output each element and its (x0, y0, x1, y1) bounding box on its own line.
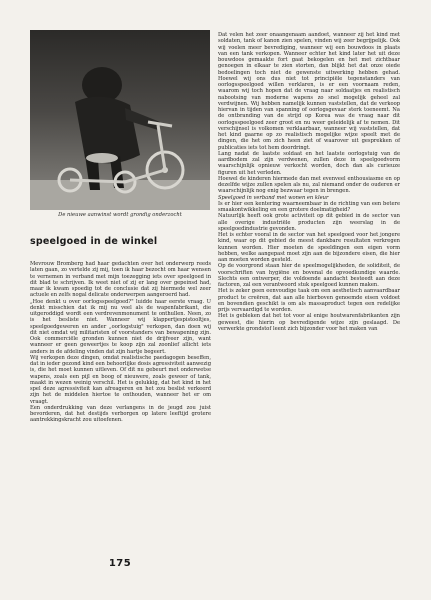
subheading: Speelgoed in verband met wonen en kleur (218, 194, 329, 201)
page-number: 175 (108, 558, 132, 569)
paragraph: Wij verkopen deze dingen, omdat realistische paedagogen beseffen, dat in ieder gezond kind een behoorlijke dosis agressiviteit aanwezig is, die het moet kunnen uitleven. Of dit nu gebeurt met onderwetse wapens, zoals een pijl en boog of nieuwere, zoals geweer of tank, maakt in wezen weinig verschil. Het is gelukkig, dat het kind in het spel deze agressiviteit kan afreageren en het zou beslist verkeerd zijn het de middelen hiertoe te onthouden, wanneer het er om vraagt. (30, 354, 211, 405)
left-column (30, 261, 211, 424)
photo-child-with-tricycle (30, 30, 210, 210)
paragraph: Een onderdrukking van deze verlangens in de jeugd zou juist bevorderen, dat het destijds verborgen op latere leeftijd grotere aantrekkingskracht zou uitoefenen. (30, 404, 211, 424)
paragraph: Het is gebleken dat het tot voor al enige houtwarenfabrikanten zijn geweest, die hierin op bevredigende wijze zijn geslaagd. De verwerkte grondstof leent zich bijzonder voor het maken van (218, 313, 400, 332)
section-heading: speelgoed in de winkel (30, 236, 158, 247)
paragraph: Lang nadat de laatste soldaat en het laatste oorlogstuig van de aardbodem zal zijn verdwenen, zullen deze in speelgoedvorm waarschijnlijk opnieuw verkocht worden, doch dan als curieuze figuren uit het verleden. (218, 150, 400, 176)
paragraph: Mevrouw Bromberg had haar gedachten over het onderwerp reeds laten gaan, zo vertelde zij mij, toen ik haar bezocht om haar wensen te vernemen in verband met mijn toezegging iets over speelgoed in dit blad te schrijven. Ik weet niet of zij er lang over gepeinsd had, maar ik kwam spoedig tot de conclusie dat zij hiermede wel zeer actuele en zelfs nogal delicate onderwerpen aangeroerd had. (30, 261, 211, 299)
paragraph: Het is zeker geen eenvoudige taak om een aesthetisch aanvaardbaar product te creëren, dat aan alle hierboven genoemde eisen voldoet en bovendien geschikt is om als massaproduct tegen een redelijke prijs vervaardigd te worden. (218, 288, 400, 313)
right-column (218, 32, 400, 332)
paragraph: Is er hier een kentering waarneembaar in de richting van een betere smaakontwikkeling en een grotere doelmatigheid? (218, 200, 400, 213)
photo-illustration (30, 30, 210, 210)
photo-caption: De nieuwe aanwinst wordt grondig onderzocht (58, 212, 182, 218)
paragraph: Dat velen het zeer onaangenaam aandoet, wanneer zij het kind met soldaten, tank of kanon zien spelen, vinden wij zeer begrijpelijk. Ook wij voelen meer bevrediging, wanneer wij een bouwdoos in plaats van een tank verkopen. Wanneer echter het kind later het uit deze bouwdoos gemaakte fort gaat bekogelen en het met zichtbaar genoegen in elkaar te zien storten, dan blijkt het dat onze oiede bedoelingen toch niet de gewenste uitwerking hebben gehad. Hoewel wij ons dus niet tot principiële tegenstanders van oorlogsspeelgoed willen verklaren, is er een voornaam reden, waarom wij toch hopen dat de vraag naar soldaatjes en realistisch nabootsing van moderne wapens zo snel mogelijk geheel zal verdwijnen. Wij hebben namelijk kunnen vaststellen, dat de verkoop hiervan in tijden van spanning of oorlogsgevaar sterk toeneemt. Na de ontbranding van de strijd op Korea was de vraag naar dit oorlogsspeelgoed zeer groot en nu weer geleidelijk af te nemen. Dit verschijnsel is volkomen verklaarbaar, wanneer wij vaststellen, dat het kind gaarne op zo realistisch mogelijke wijze speelt met de dingen, die het om zich heen ziet of waarover uit gesprekken of publicaties iets tot hem doordringt. (218, 32, 400, 151)
paragraph: „Hoe denkt u over oorlogsspeelgoed?" luidde haar eerste vraag. U denkt misschien dat ik mij nu veel als de wapenfabrikant, die uitgeroddigd wordt een verdrevenmonument te onthullen. Neen, zo is het besliste niet. Wanneer wij klappertjespistooltjes, speelgoedgeweren en ander „oorlogstuig" verkopen, dan doen wij dit niet omdat wij militaristen of voorstanders van bewapening zijn. Ook commerciële gronden kunnen niet de drijfveer zijn, want wanneer er geen geweertjes te koop zijn zal zoonlief allicht iets anders in de afdeling vinden dat zijn hartje begeert. (30, 298, 211, 355)
paragraph: Natuurlijk heeft ook grote activiteit op dit gebied in de sector van alle overige industriële producten zijn weerslag in de speelgoedindustrie gevonden. (218, 213, 400, 232)
paragraph: Op de voorgrond staan hier de speelmogelijkheden, de soliditeit, de voorschriften van hygiëne en bovenal de opvoedkundige waarde. Slechts een ontwerper, die voldoende aandacht besteedt aan deze factoren, zal een verantwoord stuk speelgoed kunnen maken. (218, 263, 400, 288)
paragraph: Hoewel de kinderen hiermede dan met evenveel enthousiasme en op dezelfde wijze zullen spelen als nu, zal niemand onder de ouderen er waarschijnlijk nog enig bezwaar tegen in brengen. (218, 175, 400, 195)
paragraph: Het is echter vooral in de sector van het speelgoed voor het jongere kind, waar op dit gebied de meest dankbare resultaten verkregen kunnen worden. Hier moeten de speeldingen een eigen vorm hebben, welke aangepast moet zijn aan de bijzondere eisen, die hier aan moeten worden gesteld. (218, 232, 400, 263)
